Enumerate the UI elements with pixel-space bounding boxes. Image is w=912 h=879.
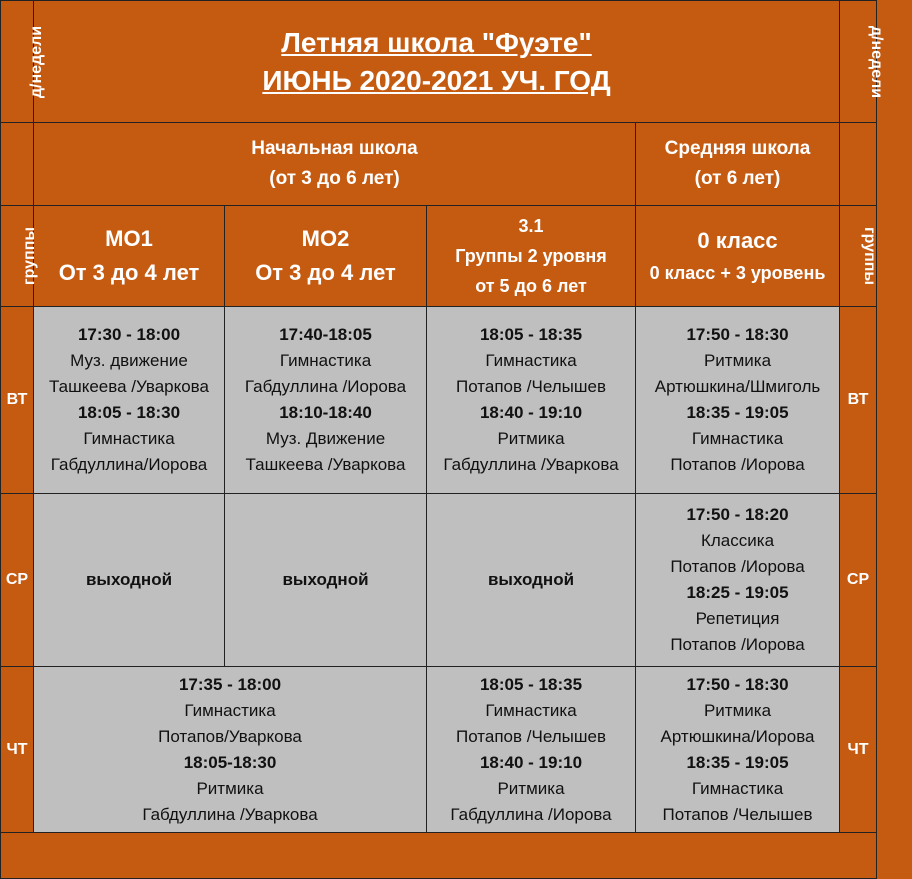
lesson-teachers: Ташкеева /Уваркова [49, 377, 209, 396]
lesson-time: 18:40 - 19:10 [479, 403, 583, 422]
groups-row [1, 206, 877, 307]
middle-school-header [636, 123, 840, 206]
lesson-cell-tue-class-0 [636, 307, 840, 494]
group-name: Группы 2 уровня [455, 246, 607, 266]
lesson-subject: Гимнастика [83, 429, 175, 448]
lesson-cell-tue-mo2 [225, 307, 427, 494]
lesson-time: 18:40 - 19:10 [479, 752, 583, 772]
lesson-time: 18:35 - 19:05 [686, 403, 789, 422]
group-mo1 [34, 206, 225, 307]
lesson-teachers: Артюшкина/Шмиголь [654, 377, 821, 396]
lesson-time: 17:50 - 18:30 [686, 325, 789, 344]
section-side-right [840, 123, 877, 206]
lesson-time: 17:30 - 18:00 [77, 325, 181, 344]
weekday-label-left: д/недели [28, 25, 46, 98]
lesson-teachers: Потапов /Челышев [662, 804, 813, 824]
lesson-teachers: Потапов /Челышев [456, 726, 606, 746]
lesson-subject: Муз. Движение [265, 429, 386, 448]
lesson-teachers: Габдуллина /Иорова [244, 377, 407, 396]
lesson-teachers: Потапов /Иорова [670, 635, 805, 654]
lesson-cell-tue-3-1 [427, 307, 636, 494]
group-code: 3.1 [518, 216, 544, 236]
lesson-teachers: Ташкеева /Уваркова [245, 455, 406, 474]
lesson-teachers: Габдуллина /Уваркова [443, 455, 619, 474]
lesson-subject: Гимнастика [691, 429, 784, 448]
day-label-left: ВТ [1, 307, 34, 494]
lesson-teachers: Артюшкина/Иорова [660, 726, 815, 746]
primary-school-age: (от 3 до 6 лет) [269, 168, 400, 189]
period-title: ИЮНЬ 2020-2021 УЧ. ГОД [262, 64, 611, 96]
lesson-teachers: Потапов /Иорова [670, 455, 805, 474]
weekday-header-right [840, 1, 886, 123]
lesson-subject: Ритмика [703, 700, 772, 720]
lesson-subject: Гимнастика [184, 700, 276, 720]
lesson-time: 17:35 - 18:00 [178, 674, 282, 694]
footer-bar [1, 833, 877, 879]
lesson-teachers: Потапов /Челышев [456, 377, 606, 396]
footer-row [1, 833, 877, 879]
lesson-time: 18:10-18:40 [279, 403, 372, 422]
weekday-label-right: д/недели [868, 25, 886, 98]
lesson-teachers: Габдуллина /Уваркова [142, 804, 318, 824]
lesson-cell-thu-class-0 [636, 667, 840, 833]
lesson-teachers: Габдуллина /Иорова [450, 804, 612, 824]
lesson-time: 18:35 - 19:05 [686, 752, 789, 772]
group-age: от 5 до 6 лет [475, 276, 587, 296]
day-off-3-1: выходной [427, 494, 636, 667]
lesson-time: 17:50 - 18:30 [686, 674, 789, 694]
groups-label-left-cell [1, 206, 39, 307]
lesson-cell-wed-class-0 [636, 494, 840, 667]
lesson-subject: Ритмика [497, 429, 565, 448]
day-label-right: ЧТ [840, 667, 877, 833]
lesson-subject: Репетиция [695, 609, 780, 628]
primary-school-name: Начальная школа [251, 138, 418, 159]
group-age: От 3 до 4 лет [58, 260, 200, 285]
groups-label-right: группы [861, 226, 879, 286]
lesson-cell-thu-3-1 [427, 667, 636, 833]
groups-label-left: группы [21, 226, 39, 286]
lesson-subject: Гимнастика [485, 351, 577, 370]
row-thursday [1, 667, 877, 833]
day-label-left: СР [1, 494, 34, 667]
school-title: Летняя школа "Фуэте" [281, 26, 592, 58]
lesson-time: 18:05 - 18:30 [77, 403, 181, 422]
lesson-subject: Ритмика [196, 778, 264, 798]
group-class-0 [636, 206, 840, 307]
middle-school-name: Средняя школа [664, 138, 811, 159]
title-row [1, 1, 877, 123]
title-cell [34, 1, 840, 123]
lesson-subject: Классика [700, 531, 775, 550]
day-label-right: СР [840, 494, 877, 667]
weekday-header-left [1, 1, 46, 123]
lesson-cell-tue-mo1 [34, 307, 225, 494]
lesson-subject: Ритмика [703, 351, 772, 370]
lesson-subject: Гимнастика [485, 700, 577, 720]
lesson-cell-thu-mo [34, 667, 427, 833]
row-tuesday [1, 307, 877, 494]
group-desc: 0 класс + 3 уровень [649, 263, 826, 283]
group-3-1 [427, 206, 636, 307]
day-label-right: ВТ [840, 307, 877, 494]
lesson-subject: Муз. движение [70, 351, 188, 370]
lesson-subject: Гимнастика [279, 351, 372, 370]
section-row [1, 123, 877, 206]
lesson-teachers: Потапов /Иорова [670, 557, 805, 576]
lesson-time: 18:25 - 19:05 [686, 583, 789, 602]
lesson-subject: Гимнастика [691, 778, 784, 798]
day-off-mo2: выходной [225, 494, 427, 667]
group-age: От 3 до 4 лет [255, 260, 396, 285]
group-name: 0 класс [697, 228, 778, 253]
lesson-time: 18:05-18:30 [183, 752, 277, 772]
primary-school-header [34, 123, 636, 206]
lesson-time: 18:05 - 18:35 [479, 325, 583, 344]
lesson-time: 17:40-18:05 [279, 325, 372, 344]
lesson-time: 17:50 - 18:20 [686, 505, 789, 524]
group-mo2 [225, 206, 427, 307]
groups-label-right-cell [840, 206, 877, 307]
section-side-left [1, 123, 34, 206]
lesson-time: 18:05 - 18:35 [479, 674, 583, 694]
row-wednesday [1, 494, 877, 667]
lesson-subject: Ритмика [497, 778, 565, 798]
group-name: МО1 [105, 226, 153, 251]
lesson-teachers: Габдуллина/Иорова [50, 455, 208, 474]
day-off-mo1: выходной [34, 494, 225, 667]
lesson-teachers: Потапов/Уваркова [158, 726, 302, 746]
day-label-left: ЧТ [1, 667, 34, 833]
middle-school-age: (от 6 лет) [694, 168, 781, 189]
group-name: МО2 [301, 226, 350, 251]
